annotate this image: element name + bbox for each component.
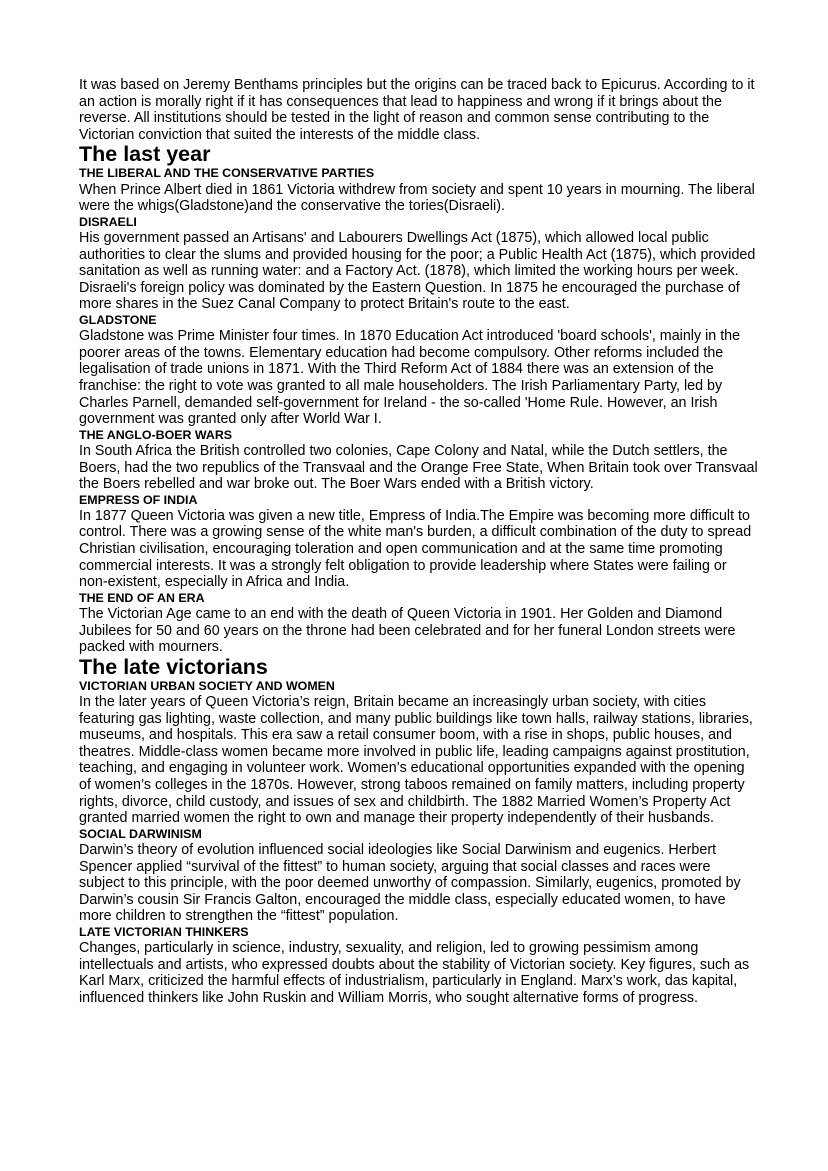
paragraph-urban-society-women: In the later years of Queen Victoria’s reign, Britain became an increasingly urban society, with cities featuring gas lighting, waste collection, and many public buildings like town halls, railway stations, libraries, museums, and hospitals. This era saw a retail consumer boom, with a rise in shops, public houses, and theatres. Middle-class women became more involved in public life, leading campaigns against prostitution, teaching, and engaging in volunteer work. Women’s educational opportunities expanded with the opening of women’s colleges in the 1870s. However, strong taboos remained on family matters, including property rights, divorce, child custody, and issues of sex and childbirth. The 1882 Married Women’s Property Act granted married women the right to own and manage their property independently of their husbands. (79, 694, 753, 827)
paragraph-disraeli: His government passed an Artisans' and Labourers Dwellings Act (1875), which allowed local public authorities to clear the slums and provided housing for the poor; a Public Health Act (1875), which provided sanitation as well as running water: and a Factory Act. (1878), which limited the working hours per week. Disraeli's foreign policy was dominated by the Eastern Question. In 1875 he encouraged the purchase of more shares in the Suez Canal Company to protect Britain's route to the east. (79, 229, 756, 313)
heading-end-of-an-era: THE END OF AN ERA (79, 590, 205, 605)
heading-liberal-conservative: THE LIBERAL AND THE CONSERVATIVE PARTIES (79, 166, 375, 181)
paragraph-gladstone: Gladstone was Prime Minister four times. In 1870 Education Act introduced 'board schools', mainly in the poorer areas of the towns. Elementary education had become compulsory. Other reforms included the legalisation of trade unions in 1871. With the Third Reform Act of 1884 there was an extension of the franchise: the right to vote was granted to all male householders. The Irish Parliamentary Party, led by Charles Parnell, demanded self-government for Ireland - the so-called 'Home Rule. However, an Irish government was granted only after World War I. (79, 328, 741, 428)
heading-social-darwinism: SOCIAL DARWINISM (79, 826, 202, 841)
document-page (79, 77, 759, 1007)
paragraph-social-darwinism: Darwin’s theory of evolution influenced social ideologies like Social Darwinism and eugenics. Herbert Spencer applied “survival of the fittest” to human society, arguing that social classes and races were subject to this principle, with the poor deemed unworthy of compassion. Similarly, eugenics, promoted by Darwin’s cousin Sir Francis Galton, encouraged the middle class, especially educated women, to have more children to strengthen the “fittest” population. (79, 842, 741, 925)
paragraph-anglo-boer-wars: In South Africa the British controlled two colonies, Cape Colony and Natal, while the Dutch settlers, the Boers, had the two republics of the Transvaal and the Orange Free State, When Britain took over Transvaal the Boers rebelled and war broke out. The Boer Wars ended with a British victory. (79, 442, 758, 493)
paragraph-late-victorian-thinkers: Changes, particularly in science, industry, sexuality, and religion, led to growing pessimism among intellectuals and artists, who expressed doubts about the stability of Victorian society. Key figures, such as Karl Marx, criticized the harmful effects of industrialism, particularly in England. Marx’s work, das kapital, influenced thinkers like John Ruskin and William Morris, who sought alternative forms of progress. (79, 940, 750, 1006)
heading-urban-society-women: VICTORIAN URBAN SOCIETY AND WOMEN (79, 678, 335, 693)
paragraph-empress-of-india: In 1877 Queen Victoria was given a new title, Empress of India.The Empire was becoming more difficult to control. There was a growing sense of the white man's burden, a difficult combination of the duty to spread Christian civilisation, encouraging toleration and open communication and at the same time promoting commercial interests. It was a strongly felt obligation to provide leadership where States were failing or non-existent, especially in Africa and India. (79, 507, 752, 591)
section-title-last-year: The last year (79, 142, 211, 167)
section-title-late-victorians: The late victorians (79, 654, 268, 679)
paragraph-end-of-an-era: The Victorian Age came to an end with the death of Queen Victoria in 1901. Her Golden and Diamond Jubilees for 50 and 60 years on the throne had been celebrated and for her funeral London streets were packed with mourners. (79, 606, 736, 656)
heading-late-victorian-thinkers: LATE VICTORIAN THINKERS (79, 924, 249, 939)
heading-empress-of-india: EMPRESS OF INDIA (79, 492, 198, 507)
heading-gladstone: GLADSTONE (79, 312, 157, 327)
paragraph-liberal-conservative: When Prince Albert died in 1861 Victoria withdrew from society and spent 10 years in mourning. The liberal were the whigs(Gladstone)and the conservative the tories(Disraeli). (79, 181, 755, 215)
intro-paragraph: It was based on Jeremy Benthams principles but the origins can be traced back to Epicurus. According to it an action is morally right if it has consequences that lead to happiness and wrong if it brings about the reverse. All institutions should be tested in the light of reason and common sense contributing to the Victorian conviction that suited the interests of the middle class. (79, 77, 755, 143)
heading-anglo-boer-wars: THE ANGLO-BOER WARS (79, 427, 233, 442)
heading-disraeli: DISRAELI (79, 214, 137, 229)
